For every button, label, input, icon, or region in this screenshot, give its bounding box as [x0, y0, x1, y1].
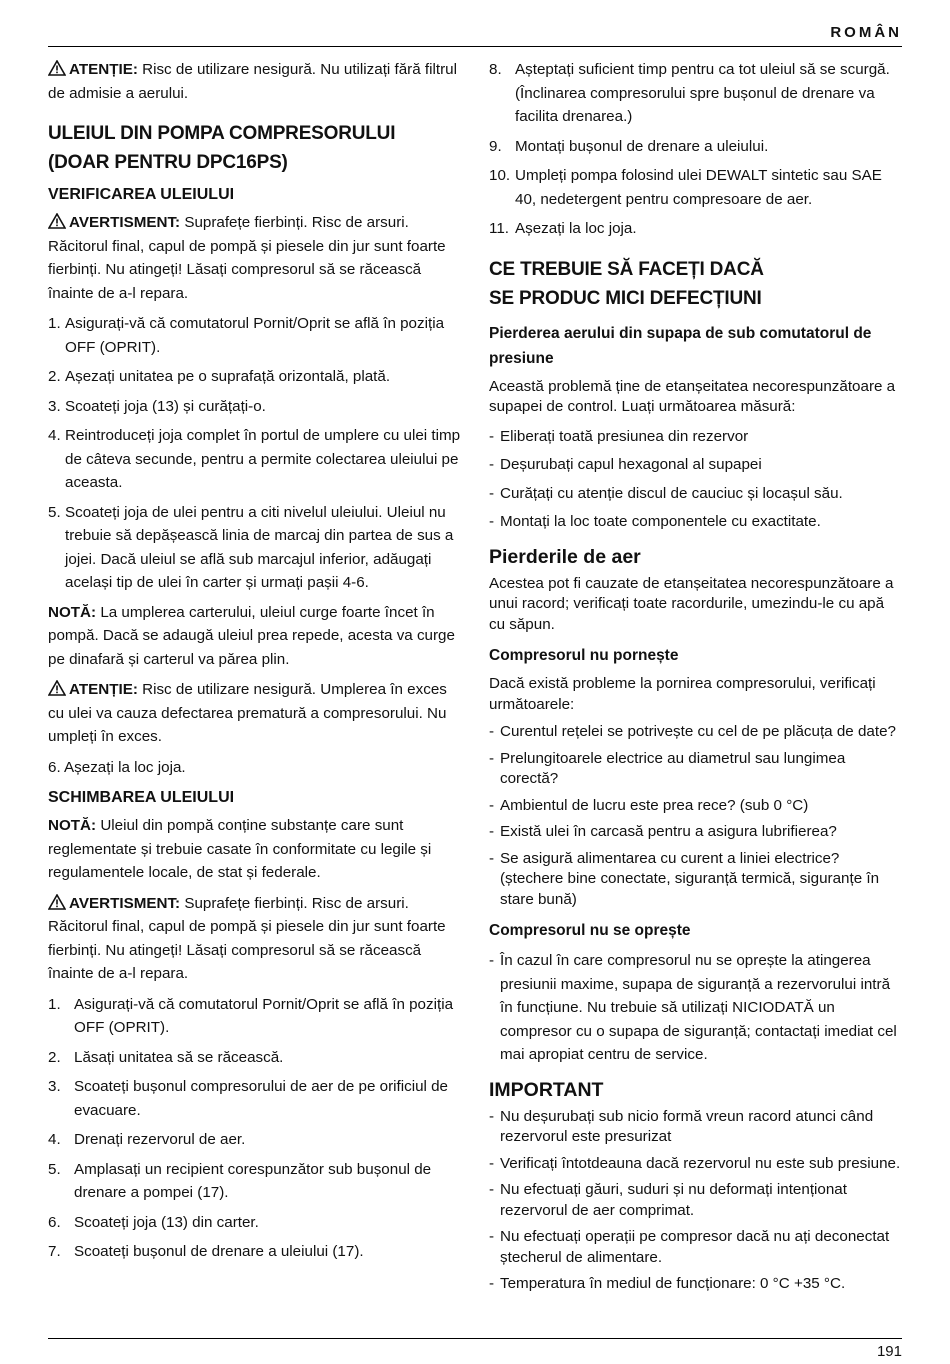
note-label: NOTĂ:: [48, 603, 97, 621]
list-item: 11. Așezați la loc joja.: [489, 220, 637, 237]
section-title-pump-oil: ULEIUL DIN POMPA COMPRESORULUI (DOAR PENTRU DPC16PS): [48, 123, 396, 173]
note-text: La umplerea carterului, uleiul curge foarte încet în pompă. Dacă se adaugă uleiul prea repede, acesta va curge pe dinafară și carterul va părea plin.: [48, 603, 455, 668]
warning-hot-surfaces: [48, 211, 463, 305]
check-oil-steps: [48, 312, 463, 595]
caution-label: ATENȚIE:: [69, 61, 138, 78]
list-item: - Ambientul de lucru este prea rece? (sub 0 °C): [489, 796, 809, 814]
valve-leak-text: Această problemă ține de etanșeitatea necorespunzătoare a supapei de control. Luați următoarea măsură:: [489, 377, 896, 415]
caution-text: Risc de utilizare nesigură. Nu utilizați fără filtrul de admisie a aerului.: [48, 61, 457, 102]
list-item: 8. Așteptați suficient timp pentru ca tot uleiul să se scurgă. (Înclinarea compresorului spre bușonul de drenare va facilita drenarea.): [489, 61, 890, 125]
list-item: 2. Lăsați unitatea să se răcească.: [48, 1048, 284, 1066]
list-item: - Temperatura în mediul de funcționare: 0 °C +35 °C.: [489, 1275, 846, 1292]
change-oil-steps: [48, 993, 463, 1264]
no-start-text: Dacă există probleme la pornirea compresorului, verificați următoarele:: [489, 675, 876, 713]
warning-label: AVERTISMENT:: [69, 214, 181, 231]
note-filling: [48, 601, 463, 672]
important-items: [489, 1107, 904, 1295]
list-item: - Prelungitoarele electrice au diametrul sau lungimea corectă?: [489, 749, 846, 787]
subtitle-change-oil: SCHIMBAREA ULEIULUI: [48, 789, 235, 806]
note-label: NOTĂ:: [48, 817, 97, 834]
change-oil-steps-continued: [489, 58, 904, 241]
warning-triangle-icon: [48, 680, 66, 696]
list-item: - Se asigură alimentarea cu curent a liniei electrice? (ștechere bine conectate, siguranță termică, siguranțe în stare bună): [489, 849, 880, 908]
no-stop-items: [489, 949, 904, 1067]
warning-label: AVERTISMENT:: [69, 894, 181, 912]
section-title-troubleshooting: CE TREBUIE SĂ FACEȚI DACĂ SE PRODUC MICI DEFECȚIUNI: [489, 258, 764, 309]
list-item: - Verificați întotdeauna dacă rezervorul nu este sub presiune.: [489, 1154, 901, 1172]
caution-air-filter: [48, 58, 463, 105]
list-item: 1. Asigurați-vă că comutatorul Pornit/Oprit se află în poziția OFF (OPRIT).: [48, 995, 454, 1036]
warning-triangle-icon: [48, 894, 66, 910]
no-start-checks: [489, 722, 904, 910]
warning-triangle-icon: [48, 60, 66, 76]
list-item: 2. Așezați unitatea pe o suprafață orizontală, plată.: [48, 368, 391, 385]
subtitle-check-oil: VERIFICAREA ULEIULUI: [48, 186, 235, 203]
list-item: 3. Scoateți bușonul compresorului de aer de pe orificiul de evacuare.: [48, 1078, 448, 1119]
subtitle-no-stop: Compresorul nu se oprește: [489, 922, 691, 939]
list-item: - Curentul rețelei se potrivește cu cel de pe plăcuța de date?: [489, 723, 896, 740]
list-item: - Deșurubați capul hexagonal al supapei: [489, 456, 762, 473]
page-number: 191: [876, 1343, 902, 1360]
subtitle-important: IMPORTANT: [489, 1078, 604, 1101]
header-rule: [48, 46, 902, 47]
list-item: 4. Reintroduceți joja complet în portul de umplere cu ulei timp de câteva secunde, pentru a permite colectarea uleiului pe aceasta.: [48, 427, 461, 491]
list-item: - Nu efectuați găuri, suduri și nu deformați intenționat rezervorul de aer comprimat.: [489, 1181, 847, 1219]
footer-rule: [48, 1338, 902, 1339]
caution-overfill: [48, 678, 463, 749]
subtitle-air-leaks: Pierderile de aer: [489, 545, 641, 568]
list-item: 5. Amplasați un recipient corespunzător sub bușonul de drenare a pompei (17).: [48, 1160, 432, 1201]
subtitle-no-start: Compresorul nu pornește: [489, 647, 679, 664]
list-item: - Nu efectuați operații pe compresor dacă nu ați deconectat ștecherul de alimentare.: [489, 1228, 890, 1266]
right-column: [489, 58, 904, 1301]
list-item: 3. Scoateți joja (13) și curățați-o.: [48, 397, 266, 415]
warning-triangle-icon: [48, 213, 66, 229]
warning-text: Suprafețe fierbinți. Risc de arsuri. Răcitorul final, capul de pompă și piesele din jur sunt foarte fierbinți. Nu atingeți! Lăsați compresorul să se răcească înainte de a-l repara.: [48, 894, 446, 982]
list-item: - Curățați cu atenție discul de cauciuc și locașul său.: [489, 484, 843, 502]
note-text: Uleiul din pompă conține substanțe care sunt reglementate și trebuie casate în conformitate cu legile și regulamentele locale, de stat și federale.: [48, 817, 432, 881]
caution-text: Risc de utilizare nesigură. Umplerea în exces cu ulei va cauza defectarea prematură a compresorului. Nu umpleți în exces.: [48, 681, 447, 745]
list-item: - Nu deșurubați sub nicio formă vreun racord atunci când rezervorul este presurizat: [489, 1107, 874, 1145]
list-item: 6. Scoateți joja (13) din carter.: [48, 1213, 259, 1231]
list-item: - Montați la loc toate componentele cu exactitate.: [489, 513, 821, 530]
left-column: [48, 58, 463, 1270]
step-6: 6. Așezați la loc joja.: [48, 758, 186, 776]
list-item: 1. Asigurați-vă că comutatorul Pornit/Oprit se află în poziția OFF (OPRIT).: [48, 315, 445, 356]
list-item: 7. Scoateți bușonul de drenare a uleiului (17).: [48, 1243, 364, 1260]
air-leaks-text: Acestea pot fi cauzate de etanșeitatea necorespunzătoare a unui racord; verificați toate racordurile, umezindu-le cu apă cu săpun.: [489, 574, 894, 633]
warning-hot-surfaces: [48, 892, 463, 986]
list-item: 5. Scoateți joja de ulei pentru a citi nivelul uleiului. Uleiul nu trebuie să depășească linia de marcaj din partea de sus a jojei. Dacă uleiul se află sub marcajul inferior, adăugați același tip de ulei în carter și urmați pașii 4-6.: [48, 503, 454, 591]
list-item: 10. Umpleți pompa folosind ulei DEWALT sintetic sau SAE 40, nedetergent pentru compresoare de aer.: [489, 167, 882, 208]
subtitle-valve-leak: Pierderea aerului din supapa de sub comutatorul de presiune: [489, 324, 872, 367]
caution-label: ATENȚIE:: [69, 681, 138, 698]
note-disposal: [48, 814, 463, 885]
list-item: 9. Montați bușonul de drenare a uleiului.: [489, 137, 769, 155]
list-item: 4. Drenați rezervorul de aer.: [48, 1131, 246, 1148]
valve-leak-steps: [489, 425, 904, 534]
list-item: - Eliberați toată presiunea din rezervor: [489, 427, 749, 445]
list-item: - În cazul în care compresorul nu se oprește la atingerea presiunii maxime, supapa de siguranță a rezervorului intră în funcțiune. Nu trebuie să utilizați NICIODATĂ un compresor cu o supapa de siguranță; contactați imediat cel mai apropiat centru de service.: [489, 952, 897, 1063]
warning-text: Suprafețe fierbinți. Risc de arsuri. Răcitorul final, capul de pompă și piesele din jur sunt foarte fierbinți. Nu atingeți! Lăsați compresorul să se răcească înainte de a-l repara.: [48, 214, 446, 302]
language-tag: ROMÂN: [830, 24, 902, 41]
list-item: - Există ulei în carcasă pentru a asigura lubrifierea?: [489, 823, 837, 840]
